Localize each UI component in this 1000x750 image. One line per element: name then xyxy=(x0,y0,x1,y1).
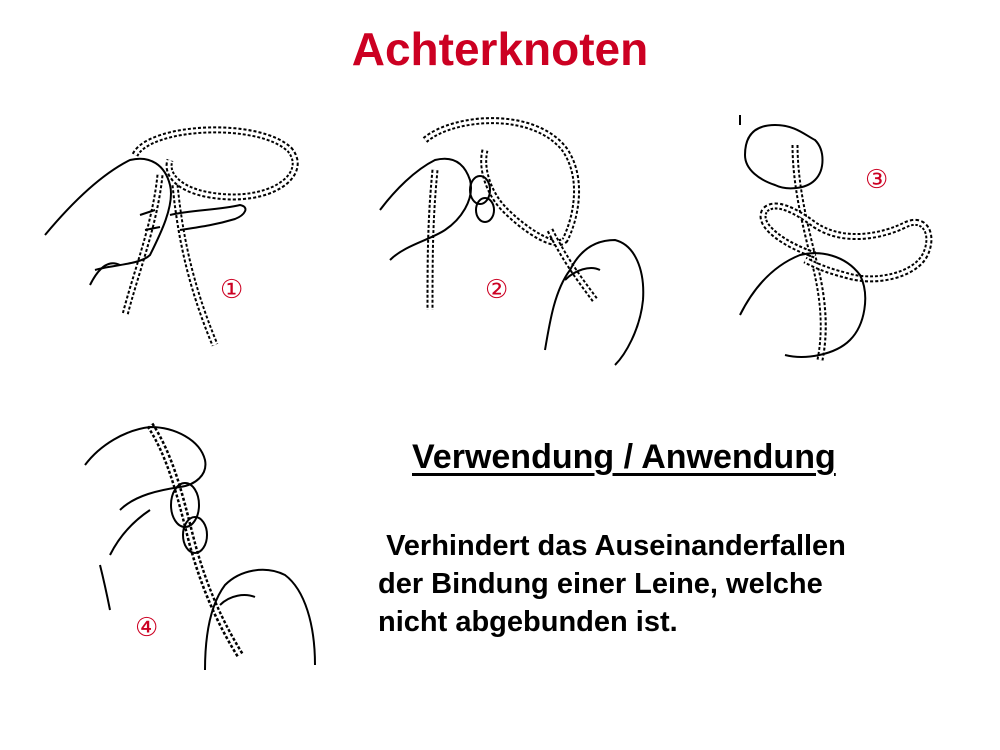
step-4-illustration xyxy=(80,415,330,685)
knot-step-3-drawing xyxy=(725,115,955,370)
page-title: Achterknoten xyxy=(351,23,649,75)
knot-step-2-drawing xyxy=(375,110,665,370)
knot-step-1-drawing xyxy=(40,115,310,365)
knot-step-4-drawing xyxy=(80,415,330,685)
step-3-illustration xyxy=(725,115,955,370)
usage-description: Verhindert das Auseinanderfallen der Bindung einer Leine, welche nicht abgebunden ist. xyxy=(378,530,846,638)
step-number-1: ① xyxy=(220,275,244,305)
step-2-illustration xyxy=(375,110,665,370)
usage-heading: Verwendung / Anwendung xyxy=(412,438,836,476)
step-number-3: ③ xyxy=(865,165,889,195)
step-number-2: ② xyxy=(485,275,509,305)
step-number-4: ④ xyxy=(135,613,159,643)
step-1-illustration xyxy=(40,115,310,365)
